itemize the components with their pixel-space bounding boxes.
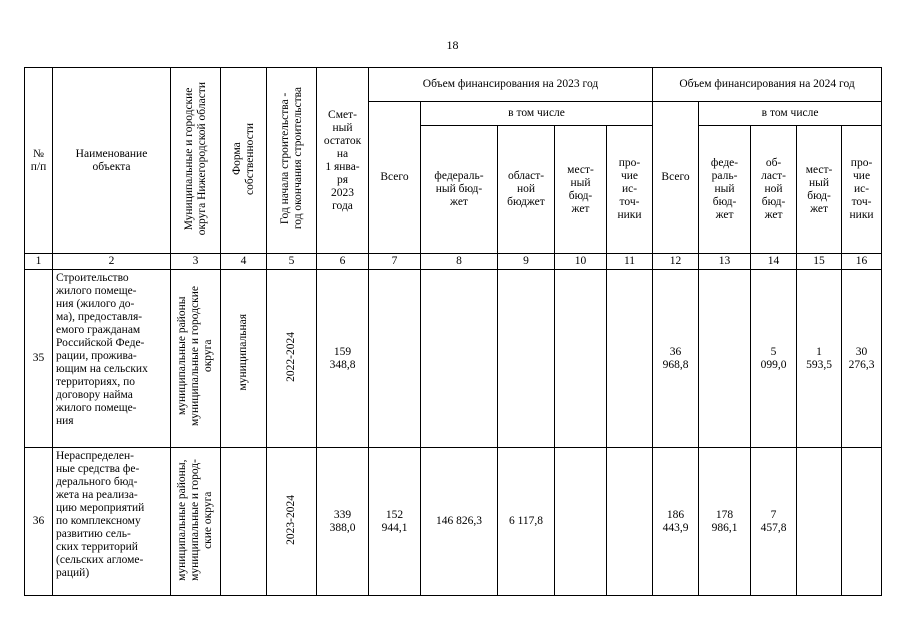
column-number: 2	[53, 254, 171, 270]
row-federal-2024: 178 986,1	[699, 448, 751, 596]
header-total-2023: Всего	[369, 102, 421, 254]
column-number: 6	[317, 254, 369, 270]
row-regional-2023	[498, 270, 555, 448]
row-ownership: муниципальная	[221, 270, 267, 448]
row-regional-2024: 7 457,8	[751, 448, 797, 596]
row-regional-2024: 5 099,0	[751, 270, 797, 448]
header-total-2024: Всего	[653, 102, 699, 254]
row-federal-2023: 146 826,3	[421, 448, 498, 596]
header-regional-2023: област- ной бюджет	[498, 126, 555, 254]
header-num: № п/п	[25, 68, 53, 254]
row-other-2023	[607, 270, 653, 448]
column-number: 1	[25, 254, 53, 270]
column-number: 4	[221, 254, 267, 270]
row-municipality: муниципальные районы муниципальные и городские округа	[171, 270, 221, 448]
row-federal-2023	[421, 270, 498, 448]
header-municipality: Муниципальные и городские округа Нижегородской области	[171, 68, 221, 254]
row-name: Нераспределен- ные средства фе- дерального бюд- жета на реализа- цию мероприятий по комплексному развитию сель- ских территорий (сельских агломе- раций)	[53, 448, 171, 596]
row-total-2024: 36 968,8	[653, 270, 699, 448]
column-number: 15	[797, 254, 842, 270]
row-ownership	[221, 448, 267, 596]
row-local-2024	[797, 448, 842, 596]
header-years: Год начала строительства - год окончания строительства	[267, 68, 317, 254]
header-name: Наименование объекта	[53, 68, 171, 254]
header-local-2024: мест- ный бюд- жет	[797, 126, 842, 254]
table-row	[25, 270, 882, 448]
column-number: 8	[421, 254, 498, 270]
column-number: 10	[555, 254, 607, 270]
header-regional-2024: об- ласт- ной бюд- жет	[751, 126, 797, 254]
column-number: 3	[171, 254, 221, 270]
column-number: 7	[369, 254, 421, 270]
page-number: 18	[446, 38, 459, 52]
column-numbers-row	[25, 254, 882, 270]
column-number: 12	[653, 254, 699, 270]
row-total-2023: 152 944,1	[369, 448, 421, 596]
header-including-2023: в том числе	[421, 102, 653, 126]
row-years: 2022-2024	[267, 270, 317, 448]
column-number: 11	[607, 254, 653, 270]
header-local-2023: мест- ный бюд- жет	[555, 126, 607, 254]
row-estimate: 339 388,0	[317, 448, 369, 596]
header-ownership: Форма собственности	[221, 68, 267, 254]
header-other-2024: про- чие ис- точ- ники	[842, 126, 882, 254]
column-number: 16	[842, 254, 882, 270]
header-estimate: Смет- ный остаток на 1 янва- ря 2023 года	[317, 68, 369, 254]
header-federal-2023: федераль- ный бюд- жет	[421, 126, 498, 254]
row-other-2024: 30 276,3	[842, 270, 882, 448]
header-fin-2024: Объем финансирования на 2024 год	[653, 68, 882, 102]
financing-table	[24, 67, 882, 596]
header-other-2023: про- чие ис- точ- ники	[607, 126, 653, 254]
header-including-2024: в том числе	[699, 102, 882, 126]
column-number: 5	[267, 254, 317, 270]
row-local-2023	[555, 448, 607, 596]
column-number: 14	[751, 254, 797, 270]
row-other-2023	[607, 448, 653, 596]
row-municipality: муниципальные районы, муниципальные и город- ские округа	[171, 448, 221, 596]
header-fin-2023: Объем финансирования на 2023 год	[369, 68, 653, 102]
row-years: 2023-2024	[267, 448, 317, 596]
row-total-2024: 186 443,9	[653, 448, 699, 596]
row-local-2023	[555, 270, 607, 448]
header-federal-2024: феде- раль- ный бюд- жет	[699, 126, 751, 254]
row-estimate: 159 348,8	[317, 270, 369, 448]
row-federal-2024	[699, 270, 751, 448]
row-total-2023	[369, 270, 421, 448]
row-num: 36	[25, 448, 53, 596]
table-row	[25, 448, 882, 596]
column-number: 9	[498, 254, 555, 270]
row-other-2024	[842, 448, 882, 596]
row-num: 35	[25, 270, 53, 448]
row-local-2024: 1 593,5	[797, 270, 842, 448]
row-name: Строительство жилого помеще- ния (жилого до- ма), предоставля- емого гражданам Российской Феде- рации, прожива- ющим на сельских территориях, по договору найма жилого помеще- ния	[53, 270, 171, 448]
column-number: 13	[699, 254, 751, 270]
row-regional-2023: 6 117,8	[498, 448, 555, 596]
